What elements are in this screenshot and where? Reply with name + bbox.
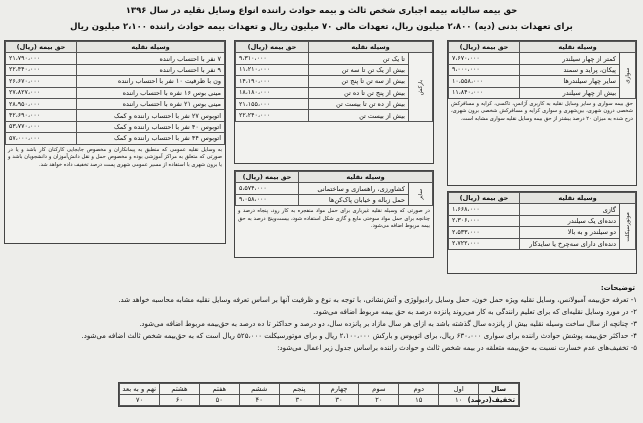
table-row <box>6 98 225 109</box>
vehicle-name: کشاورزی، راهسازی و ساختمانی <box>299 183 409 194</box>
document-title: حق بیمه سالیانه بیمه اجباری شخص ثالث و بیمه حوادث راننده انواع وسایل نقلیه در سال ۱۳۹۶ <box>125 6 518 16</box>
table-row <box>449 215 636 226</box>
vehicle-header: وسیله نقلیه <box>520 193 636 204</box>
percent-row-label: تخفیف(درصد) <box>479 395 519 406</box>
premium-amount: ۵۷،۰۰۰،۰۰۰ <box>6 133 77 144</box>
table-header-row <box>449 42 636 53</box>
vehicle-name: مینی بوس ۱۶ نفره با احتساب راننده <box>77 87 225 98</box>
vehicle-name: دو سیلندر و به بالا <box>520 227 620 238</box>
motorcycles-table <box>448 192 636 250</box>
table-row <box>449 87 636 98</box>
premium-header: حق بیمه (ریال) <box>236 172 299 183</box>
vehicle-name: ون با ظرفیت ۱۰ نفر با احتساب راننده <box>77 76 225 87</box>
year-cell: پنجم <box>279 384 319 395</box>
table-header-row <box>449 193 636 204</box>
table-row <box>449 204 636 215</box>
vehicle-name: حمل زباله و خیابان پاک‌کن‌ها <box>299 194 409 205</box>
table-row <box>236 76 433 87</box>
table-row <box>6 133 225 144</box>
year-cell: هفتم <box>199 384 239 395</box>
premium-amount: ۱۱،۸۴۰،۰۰۰ <box>449 87 520 98</box>
premium-amount: ۱۸،۱۸۰،۰۰۰ <box>236 87 309 98</box>
premium-amount: ۱۱،۲۱۰،۰۰۰ <box>236 64 309 75</box>
table-row <box>236 194 433 205</box>
explanation-line: ۵- تخفیف‌های عدم خسارت نسبت به حق‌بیمه متعلقه در بیمه شخص ثالث و حوادث راننده براساس جدول زیر اعمال می‌شود: <box>277 344 637 352</box>
premium-amount: ۹،۳۱۰،۰۰۰ <box>236 53 309 64</box>
group-label: موتورسیکلت <box>620 204 636 250</box>
percent-cell: ۶۰ <box>159 395 199 406</box>
table-row <box>449 227 636 238</box>
vehicle-name: بیش از ده تن تا بیست تن <box>309 98 409 109</box>
premium-amount: ۲،۳۰۶،۰۰۰ <box>449 215 520 226</box>
table-row <box>236 98 433 109</box>
percent-cell: ۷۰ <box>120 395 160 406</box>
vehicle-name: ۹ نفر با احتساب راننده <box>77 64 225 75</box>
explanation-line: ۳- چنانچه از سال ساخت وسیله نقلیه بیش از پانزده سال گذشته باشد به ازای هر سال مازاد بر پانزده سال، دو درصد و حداکثر تا ده درصد به حق‌بیمه مربوط اضافه می‌شود. <box>139 320 637 328</box>
table-row <box>449 53 636 64</box>
table-row <box>236 64 433 75</box>
vehicle-name: کمتر از چهار سیلندر <box>520 53 620 64</box>
vehicle-name: مینی بوس ۲۱ نفره با احتساب راننده <box>77 98 225 109</box>
motorcycles-panel <box>447 191 637 274</box>
premium-amount: ۲۲،۴۴۰،۰۰۰ <box>6 64 77 75</box>
year-cell: هشتم <box>159 384 199 395</box>
percent-cell: ۱۵ <box>399 395 439 406</box>
document-subtitle: برای تعهدات بدنی (دیه) ۲،۸۰۰ میلیون ریال، تعهدات مالی ۷۰ میلیون ریال و تعهدات بیمه حوادث راننده ۲،۱۰۰ میلیون ریال <box>70 22 573 32</box>
table-row <box>6 53 225 64</box>
cars-panel <box>447 40 637 186</box>
percent-cell: ۱۰ <box>439 395 479 406</box>
table-row <box>236 110 433 121</box>
table-row <box>236 183 433 194</box>
vehicle-name: بیش از چهار سیلندر <box>520 87 620 98</box>
discount-years-row <box>120 384 519 395</box>
explanation-line: ۱- تعرفه حق‌بیمه آمبولانس، وسایل نقلیه ویژه حمل خون، حمل وسایل رادیولوژی و آتش‌نشانی، با توجه به نوع و ظرفیت آنها بر اساس تعرفه وسایل نقلیه مشابه محاسبه خواهد شد. <box>118 296 637 304</box>
premium-header: حق بیمه (ریال) <box>449 193 520 204</box>
cars-table <box>448 41 636 99</box>
discount-percent-row <box>120 395 519 406</box>
year-cell: ششم <box>239 384 279 395</box>
year-row-label: سال <box>479 384 519 395</box>
premium-amount: ۵،۵۷۴،۰۰۰ <box>236 183 299 194</box>
vehicle-header: وسیله نقلیه <box>520 42 636 53</box>
table-header-row <box>236 42 433 53</box>
trucks-panel <box>234 40 434 164</box>
premium-amount: ۲۶،۶۷۰،۰۰۰ <box>6 76 77 87</box>
premium-amount: ۵۳،۷۷۰،۰۰۰ <box>6 121 77 132</box>
percent-cell: ۴۰ <box>239 395 279 406</box>
premium-amount: ۲۱،۱۵۵،۰۰۰ <box>236 98 309 109</box>
buses-note: به وسایل نقلیه عمومی که منطبق به پیمانکاران و مخصوص جابجایی کارکنان کار باشد و یا در صورتی که متعلق به مراکز آموزشی بوده و مخصوص حمل و نقل دانش‌آموزان و دانشجویان باشد و یا برون شهری با استفاده از مسیر عمومی شهری پست درصد تخفیف داده خواهد شد. <box>8 146 222 168</box>
premium-header: حق بیمه (ریال) <box>236 42 309 53</box>
premium-amount: ۲۷،۸۲۷،۰۰۰ <box>6 87 77 98</box>
vehicle-name: بیش از سه تن تا پنج تن <box>309 76 409 87</box>
percent-cell: ۳۰ <box>279 395 319 406</box>
group-label: بارکش <box>409 53 433 121</box>
table-row <box>236 87 433 98</box>
premium-amount: ۴۲،۶۹۰،۰۰۰ <box>6 110 77 121</box>
vehicle-name: دنده‌ای یک سیلندر <box>520 215 620 226</box>
vehicle-header: وسیله نقلیه <box>309 42 433 53</box>
table-row <box>6 87 225 98</box>
group-label: سواری <box>620 53 636 99</box>
tractors-note: در صورتی که وسیله نقلیه غیرباری برای حمل مواد منفجره به کار رود، پنجاه درصد و چنانچه برای حمل مواد سوختی مایع و گازی شکل استفاده شود، بیست‌وپنج درصد به حق بیمه مربوط اضافه می‌شود. <box>238 208 430 230</box>
discount-table <box>119 383 519 406</box>
table-row <box>449 64 636 75</box>
year-cell: نهم و به بعد <box>120 384 160 395</box>
discount-panel <box>118 382 520 407</box>
table-row <box>449 238 636 249</box>
year-cell: سوم <box>359 384 399 395</box>
premium-amount: ۱۰،۵۵۸،۰۰۰ <box>449 76 520 87</box>
premium-amount: ۱،۶۶۸،۰۰۰ <box>449 204 520 215</box>
buses-panel <box>4 40 226 244</box>
premium-amount: ۹،۰۵۸،۰۰۰ <box>236 194 299 205</box>
premium-amount: ۲،۵۳۳،۰۰۰ <box>449 227 520 238</box>
explanation-line: ۲- در مورد وسایل نقلیه‌ای که برای تعلیم رانندگی به کار می‌روند پانزده درصد به حق بیمه مربوط اضافه می‌شود. <box>313 308 637 316</box>
buses-table <box>5 41 225 145</box>
premium-amount: ۱۴،۱۹۰،۰۰۰ <box>236 76 309 87</box>
trucks-table <box>235 41 433 122</box>
vehicle-name: اتوبوس ۴۴ نفر با احتساب راننده و کمک <box>77 133 225 144</box>
year-cell: دوم <box>399 384 439 395</box>
vehicle-name: بیش از بیست تن <box>309 110 409 121</box>
vehicle-name: تا یک تن <box>309 53 409 64</box>
vehicle-name: اتوبوس ۲۷ نفر با احتساب راننده و کمک <box>77 110 225 121</box>
vehicle-name: اتوبوس ۴۰ نفر با احتساب راننده و کمک <box>77 121 225 132</box>
table-row <box>6 121 225 132</box>
table-header-row <box>236 172 433 183</box>
table-header-row <box>6 42 225 53</box>
premium-header: حق بیمه (ریال) <box>6 42 77 53</box>
vehicle-name: بیش از پنج تن تا ده تن <box>309 87 409 98</box>
vehicle-name: گازی <box>520 204 620 215</box>
table-row <box>6 64 225 75</box>
percent-cell: ۳۰ <box>319 395 359 406</box>
table-row <box>236 53 433 64</box>
percent-cell: ۵۰ <box>199 395 239 406</box>
premium-amount: ۹،۰۰۰،۰۰۰ <box>449 64 520 75</box>
premium-amount: ۲۱،۷۹۰،۰۰۰ <box>6 53 77 64</box>
vehicle-name: ۷ نفر با احتساب راننده <box>77 53 225 64</box>
year-cell: اول <box>439 384 479 395</box>
vehicle-name: پیکان، پراید و سمند <box>520 64 620 75</box>
vehicle-name: بیش از یک تن تا سه تن <box>309 64 409 75</box>
premium-amount: ۲۸،۹۵۰،۰۰۰ <box>6 98 77 109</box>
explanations-heading: توضیحات: <box>600 284 635 292</box>
vehicle-header: وسیله نقلیه <box>77 42 225 53</box>
percent-cell: ۲۰ <box>359 395 399 406</box>
premium-amount: ۷،۶۷۰،۰۰۰ <box>449 53 520 64</box>
tractors-panel <box>234 170 434 258</box>
tractors-table <box>235 171 433 206</box>
premium-header: حق بیمه (ریال) <box>449 42 520 53</box>
table-row <box>449 76 636 87</box>
premium-amount: ۲۲،۲۴۰،۰۰۰ <box>236 110 309 121</box>
year-cell: چهارم <box>319 384 359 395</box>
vehicle-name: سایر چهار سیلندرها <box>520 76 620 87</box>
vehicle-name: دنده‌ای دارای سه‌چرخ یا سایدکار <box>520 238 620 249</box>
table-row <box>6 76 225 87</box>
table-row <box>6 110 225 121</box>
explanation-line: ۴- حداکثر حق‌بیمه پوشش حوادث راننده برای سواری ۶۳۰،۰۰۰ ریال، برای اتوبوس و بارکش ۲،۱۰۰،۰۰۰ ریال و برای موتورسیکلت ۵۲۵،۰۰۰ ریال است که به حق‌بیمه شخص ثالث اضافه می‌شود. <box>81 332 637 340</box>
premium-amount: ۲،۷۲۲،۰۰۰ <box>449 238 520 249</box>
group-label: سایر <box>409 183 433 206</box>
vehicle-header: وسیله نقلیه <box>299 172 433 183</box>
cars-note: حق بیمه سواری و سایر وسایل نقلیه به کاربری آژانس، تاکسی، کرایه و مسافرکش شخصی درون شهری، بین‌شهری و سواری کرایه و مسافرکش شخصی برون شهری، درج شده به میزان ۲۰ درصد بیشتر از حق بیمه وسایل نقلیه سواری مشابه است. <box>451 100 633 122</box>
